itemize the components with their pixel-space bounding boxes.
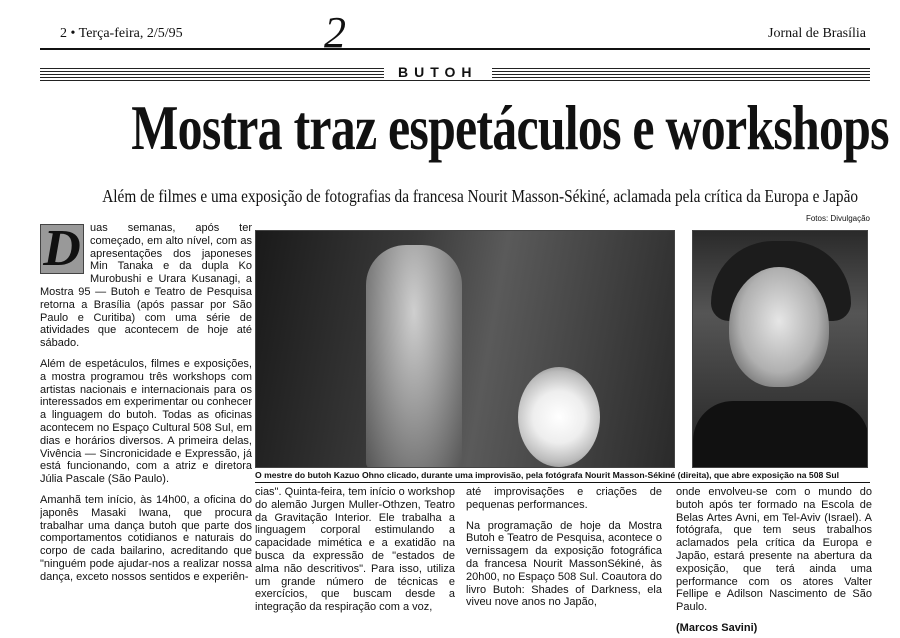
paragraph: Amanhã tem início, às 14h00, a oficina do japonês Masaki Iwana, que procura trabalhar uma dança butoh que parte dos comportamentos cotidianos e naturais do corpo de cada bailarino, acreditando que "ninguém pode ajudar-nos a realizar nossa dança, exceto nossos sentidos e experiên- xyxy=(40,493,252,583)
dancer-figure xyxy=(366,245,462,468)
article-column-3 xyxy=(466,486,662,636)
page-date: 2 • Terça-feira, 2/5/95 xyxy=(60,26,183,41)
section-kicker: BUTOH xyxy=(384,64,492,80)
header-rule xyxy=(40,48,870,50)
section-logo-number: 2 xyxy=(324,8,346,57)
paragraph: Além de espetáculos, filmes e exposições, a mostra programou três workshops com artistas nacionais e internacionais para os interessados em experimentar ou conhecer a linguagem do butoh. Todas as oficinas acontecem no Espaço Cultural 508 Sul, em dias e horários diversos. A primeira delas, Vivência — Sincronicidade e Expressão, já está funcionando, com a atriz e diretora Júlia Pascale (São Paulo). xyxy=(40,357,252,486)
section-logo xyxy=(316,8,356,58)
paragraph: cias". Quinta-feira, tem início o workshop do alemão Jurgen Muller-Othzen, Teatro da Gravitação Interior. Ele trabalha a linguagem corporal estimulando a capacidade mimética e a exatidão na busca da expressão de "estados de alma não descritivos". Para isso, utiliza um grande número de técnicas e exercícios, que buscam desde a integração da respiração com a voz, xyxy=(255,486,455,614)
paragraph: até improvisações e criações de pequenas performances. xyxy=(466,486,662,511)
portrait-face xyxy=(729,267,829,387)
portrait-body xyxy=(693,401,868,468)
article-column-2 xyxy=(255,486,455,636)
paragraph: Na programação de hoje da Mostra Butoh e Teatro de Pesquisa, acontece o vernissagem da exposição fotográfica da francesa Nourit MassonSékiné, às 20h00, no Espaço 508 Sul. Coautora do livro Butoh: Shades of Darkness, ela viveu nove anos no Japão, xyxy=(466,519,662,609)
paragraph: uas semanas, após ter começado, em alto nível, com as apresentações dos japoneses Min Tanaka e da dupla Ko Murobushi e Urara Kusanagi, a Mostra 95 — Butoh e Teatro de Pesquisa retorna a Brasília (após passar por São Paulo e Curitiba) com uma série de atividades que acontecem de hoje até sábado. xyxy=(40,222,252,350)
byline: (Marcos Savini) xyxy=(676,621,758,634)
headline: Mostra traz espetáculos e workshops xyxy=(131,92,889,163)
publication-name: Jornal de Brasília xyxy=(768,26,866,41)
lamp xyxy=(518,367,600,467)
photo-kazuo-ohno xyxy=(255,230,675,468)
photo-caption: O mestre do butoh Kazuo Ohno clicado, durante uma improvisão, pela fotógrafa Nourit Masson-Sékiné (direita), que abre exposição na 508 Sul xyxy=(255,470,840,480)
caption-rule xyxy=(255,482,870,483)
photo-credit: Fotos: Divulgação xyxy=(805,214,870,223)
photo-nourit-masson-sekine xyxy=(692,230,868,468)
subheadline: Além de filmes e uma exposição de fotografias da francesa Nourit Masson-Sékiné, aclamada pela crítica da Europa e Japão xyxy=(102,186,859,206)
drop-cap: D xyxy=(40,224,84,274)
paragraph: onde envolveu-se com o mundo do butoh após ter formado na Escola de Belas Artes Avni, em Tel-Aviv (Israel). A fotógrafa, que tem seus trabalhos aclamados pela crítica da Europa e Japão, estará presente na abertura da exposição, que terá ainda uma performance com os atores Valter Fellipe e Adilson Nascimento de São Paulo. xyxy=(676,486,872,614)
article-column-4 xyxy=(676,486,872,636)
article-column-1 xyxy=(40,222,252,636)
